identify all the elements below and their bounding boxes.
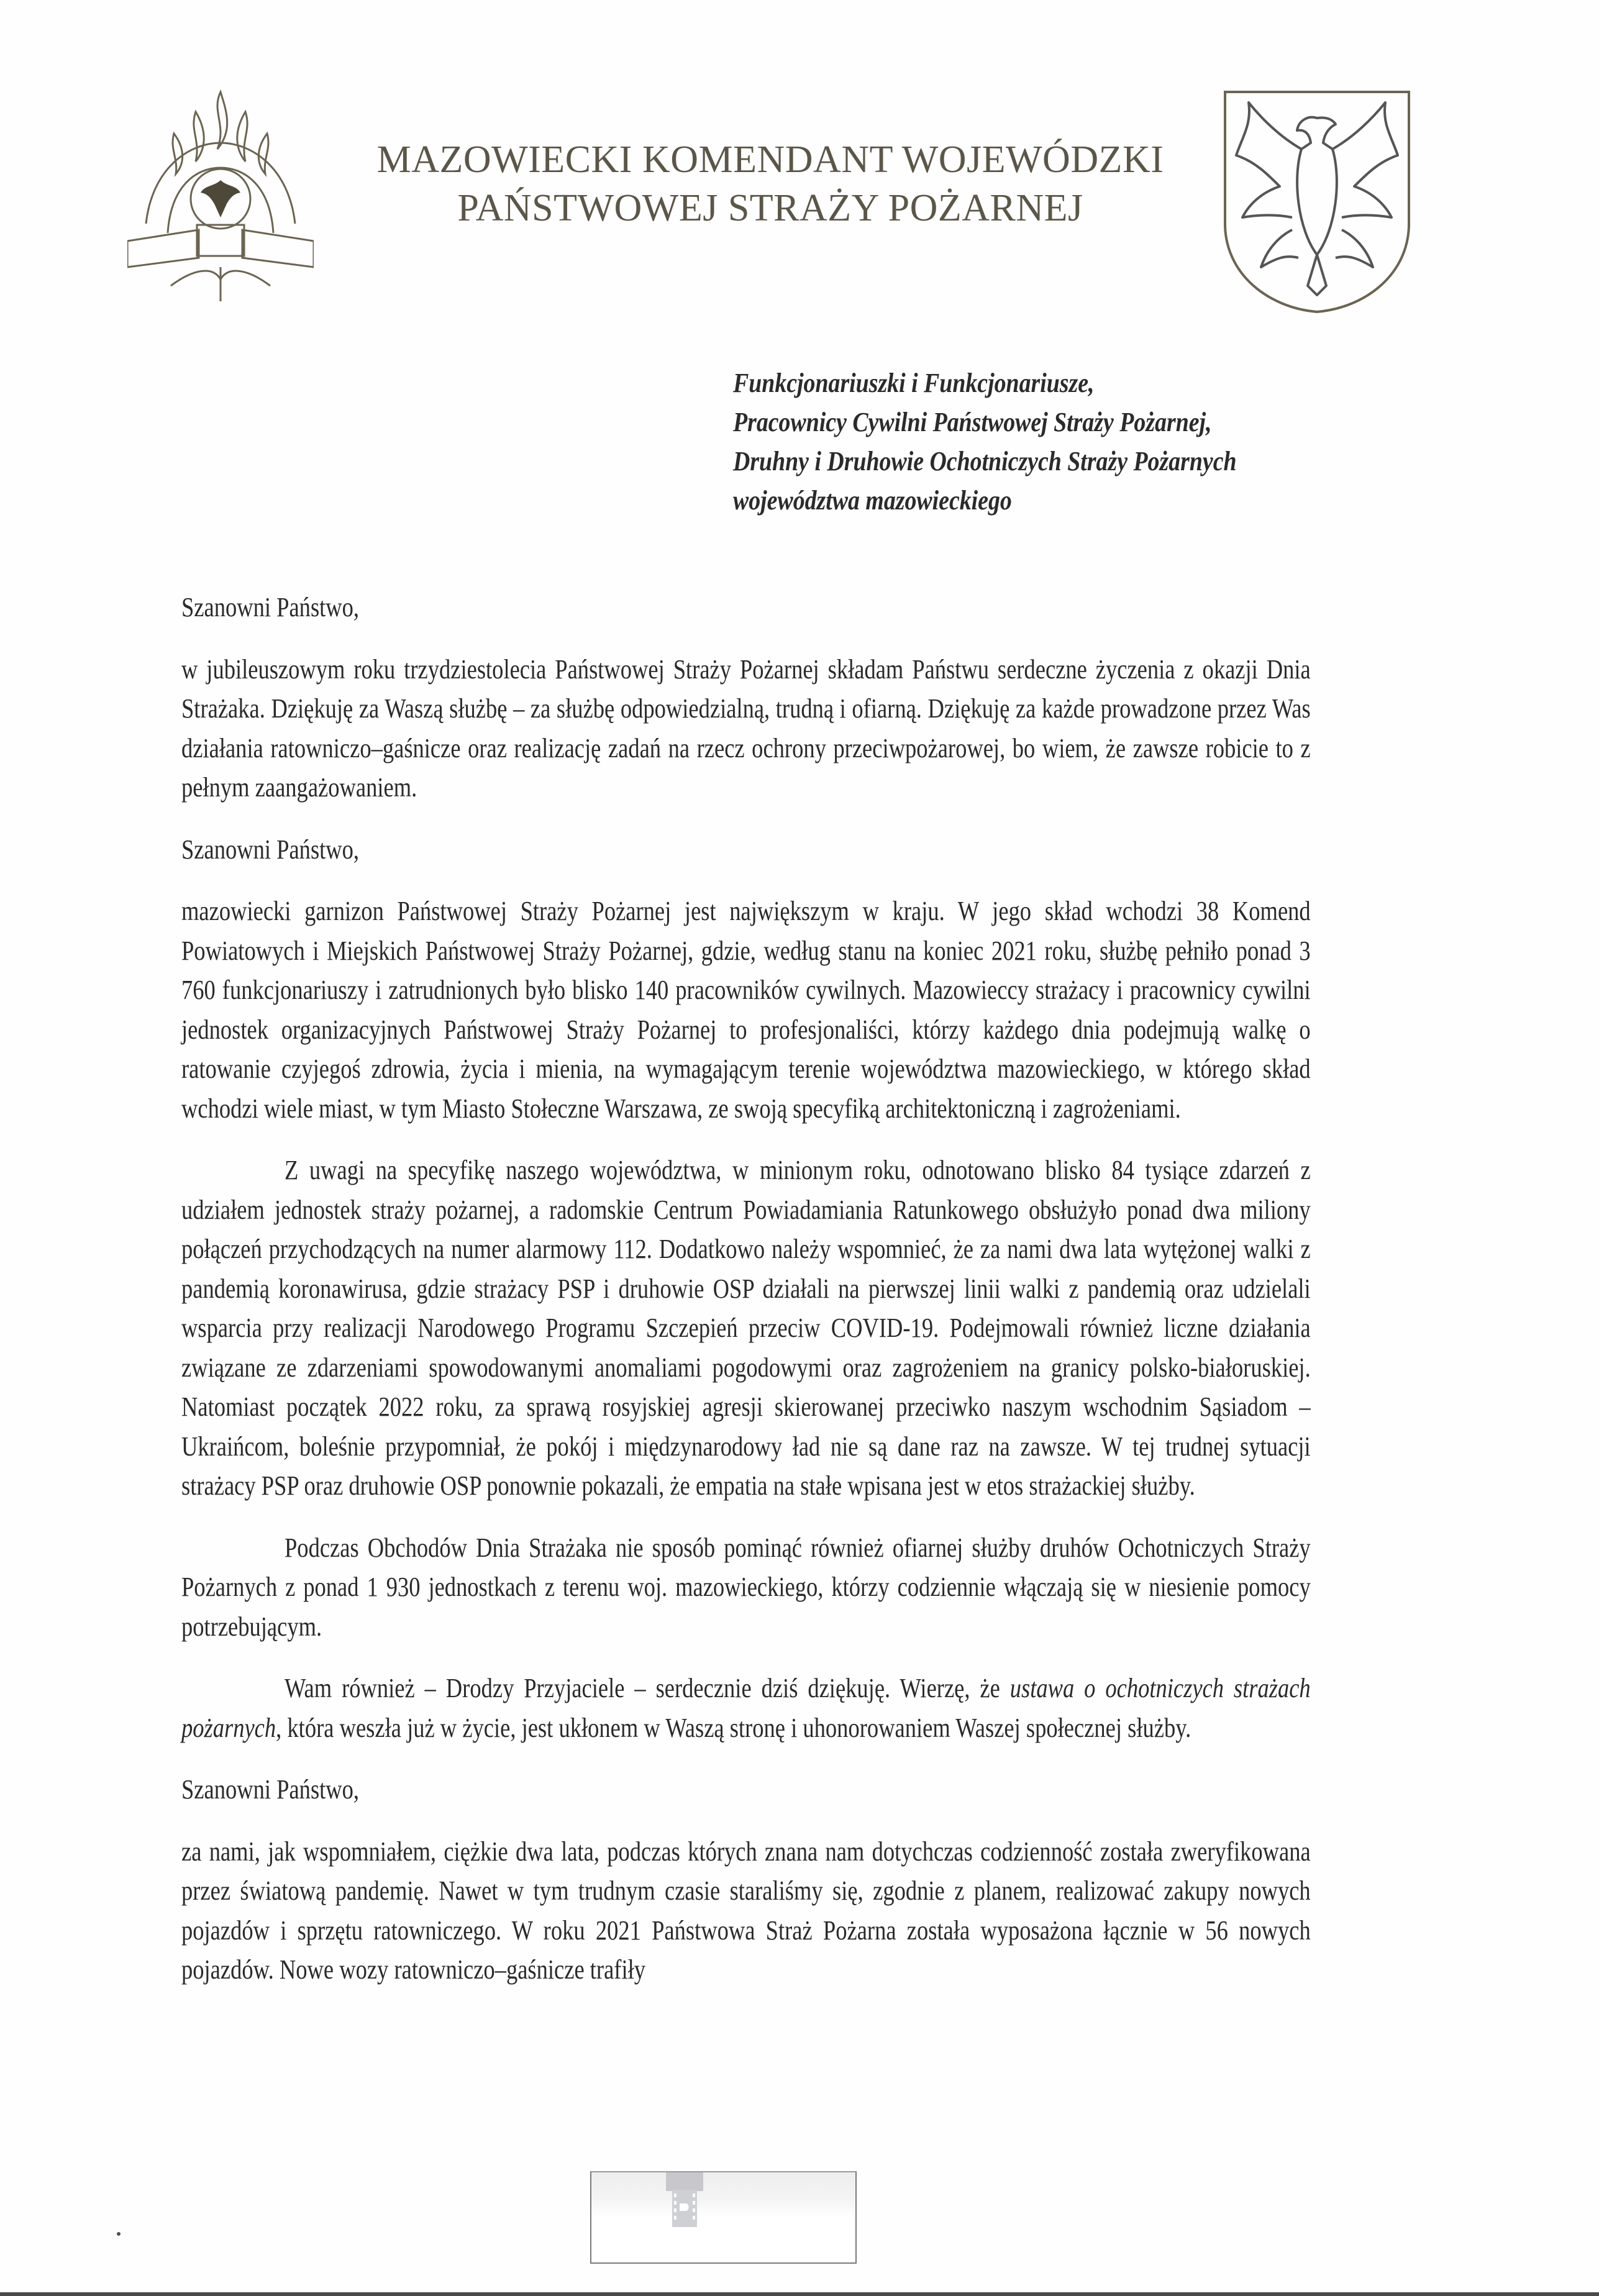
paragraph: Z uwagi na specyfikę naszego województwa, w minionym roku, odnotowano blisko 84 tysiące zdarzeń z udziałem jednostek straży pożarnej, a radomskie Centrum Powiadamiania Ratunkowego obsłużyło ponad dwa miliony połączeń przychodzących na numer alarmowy 112. Dodatkowo należy wspomnieć, że za nami dwa lata wytężonej walki z pandemią koronawirusa, gdzie strażacy PSP i druhowie OSP działali na pierwszej linii walki z pandemią oraz udzielali wsparcia przy realizacji Narodowego Programu Szczepień przeciw COVID-19. Podejmowali również liczne działania związane ze zdarzeniami spowodowanymi anomaliami pogodowymi oraz zagrożeniem na granicy polsko-białoruskiej. Natomiast początek 2022 roku, za sprawą rosyjskiej agresji skierowanej przeciwko naszym wschodnim Sąsiadom – Ukraińcom, boleśnie przypomniał, że pokój i międzynarodowy ład nie są dane raz na zawsze. W tej trudnej sytuacji strażacy PSP oraz druhowie OSP ponownie pokazali, że empatia na stałe wpisana jest w etos strażackiej służby. bbox=[181, 1155, 1311, 1501]
paragraph: mazowiecki garnizon Państwowej Straży Pożarnej jest największym w kraju. W jego skład wchodzi 38 Komend Powiatowych i Miejskich Państwowej Straży Pożarnej, gdzie, według stanu na koniec 2021 roku, służbę pełniło ponad 3 760 funkcjonariuszy i zatrudnionych było blisko 140 pracowników cywilnych. Mazowieccy strażacy i pracownicy cywilni jednostek organizacyjnych Państwowej Straży Pożarnej to profesjonaliści, którzy każdego dnia podejmują walkę o ratowanie czyjegoś zdrowia, życia i mienia, na wymagającym terenie województwa mazowieckiego, w którego skład wchodzi wiele miast, w tym Miasto Stołeczne Warszawa, ze swoją specyfiką architektoniczną i zagrożeniami. bbox=[181, 896, 1311, 1124]
paragraph: Podczas Obchodów Dnia Strażaka nie sposób pominąć również ofiarnej służby druhów Ochotniczych Straży Pożarnych z ponad 1 930 jednostkach z terenu woj. mazowieckiego, którzy codziennie włączają się w niesienie pomocy potrzebującym. bbox=[181, 1532, 1311, 1642]
paragraph-text: Wam również – Drodzy Przyjaciele – serdecznie dziś dziękuję. Wierzę, że bbox=[285, 1673, 1010, 1703]
salutation: Szanowni Państwo, bbox=[181, 834, 360, 865]
paragraph: za nami, jak wspomniałem, ciężkie dwa lata, podczas których znana nam dotychczas codzienność została zweryfikowana przez światową pandemię. Nawet w tym trudnym czasie staraliśmy się, zgodnie z planem, realizować zakupy nowych pojazdów i sprzętu ratowniczego. W roku 2021 Państwowa Straż Pożarna została wyposażona łącznie w 56 nowych pojazdów. Nowe wozy ratowniczo–gaśnicze trafiły bbox=[181, 1836, 1311, 1985]
psp-emblem-icon bbox=[127, 81, 314, 301]
salutation: Szanowni Państwo, bbox=[181, 1774, 360, 1805]
act-title: ustawa o ochotniczych strażach pożarnych bbox=[181, 1673, 1311, 1743]
addressee-block bbox=[733, 363, 1347, 520]
scan-speck bbox=[117, 2232, 121, 2236]
addressee-line: Druhny i Druhowie Ochotniczych Straży Pożarnych bbox=[733, 446, 1237, 476]
paragraph-text: , która weszła już w życie, jest ukłonem w Waszą stronę i uhonorowaniem Waszej społecznej służby. bbox=[276, 1712, 1191, 1743]
film-strip-icon bbox=[666, 2172, 703, 2227]
letter-body bbox=[181, 588, 1311, 1990]
addressee-line: Funkcjonariuszki i Funkcjonariusze, bbox=[733, 368, 1095, 398]
paragraph bbox=[181, 1669, 1311, 1747]
mazovia-coat-of-arms-icon bbox=[1218, 81, 1416, 317]
scanner-window bbox=[590, 2171, 857, 2264]
scanner-edge bbox=[0, 2292, 1599, 2296]
salutation: Szanowni Państwo, bbox=[181, 592, 360, 622]
addressee-line: Pracownicy Cywilni Państwowej Straży Pożarnej, bbox=[733, 407, 1212, 437]
issuer-title-line-1: MAZOWIECKI KOMENDANT WOJEWÓDZKI bbox=[376, 139, 1164, 181]
addressee-line: województwa mazowieckiego bbox=[733, 485, 1012, 516]
paragraph: w jubileuszowym roku trzydziestolecia Państwowej Straży Pożarnej składam Państwu serdeczne życzenia z okazji Dnia Strażaka. Dziękuję za Waszą służbę – za służbę odpowiedzialną, trudną i ofiarną. Dziękuję za każde prowadzone przez Was działania ratowniczo–gaśnicze oraz realizację zadań na rzecz ochrony przeciwpożarowej, bo wiem, że zawsze robicie to z pełnym zaangażowaniem. bbox=[181, 654, 1311, 803]
issuer-title-line-2: PAŃSTWOWEJ STRAŻY POŻARNEJ bbox=[457, 187, 1083, 229]
issuer-title bbox=[298, 135, 1242, 232]
